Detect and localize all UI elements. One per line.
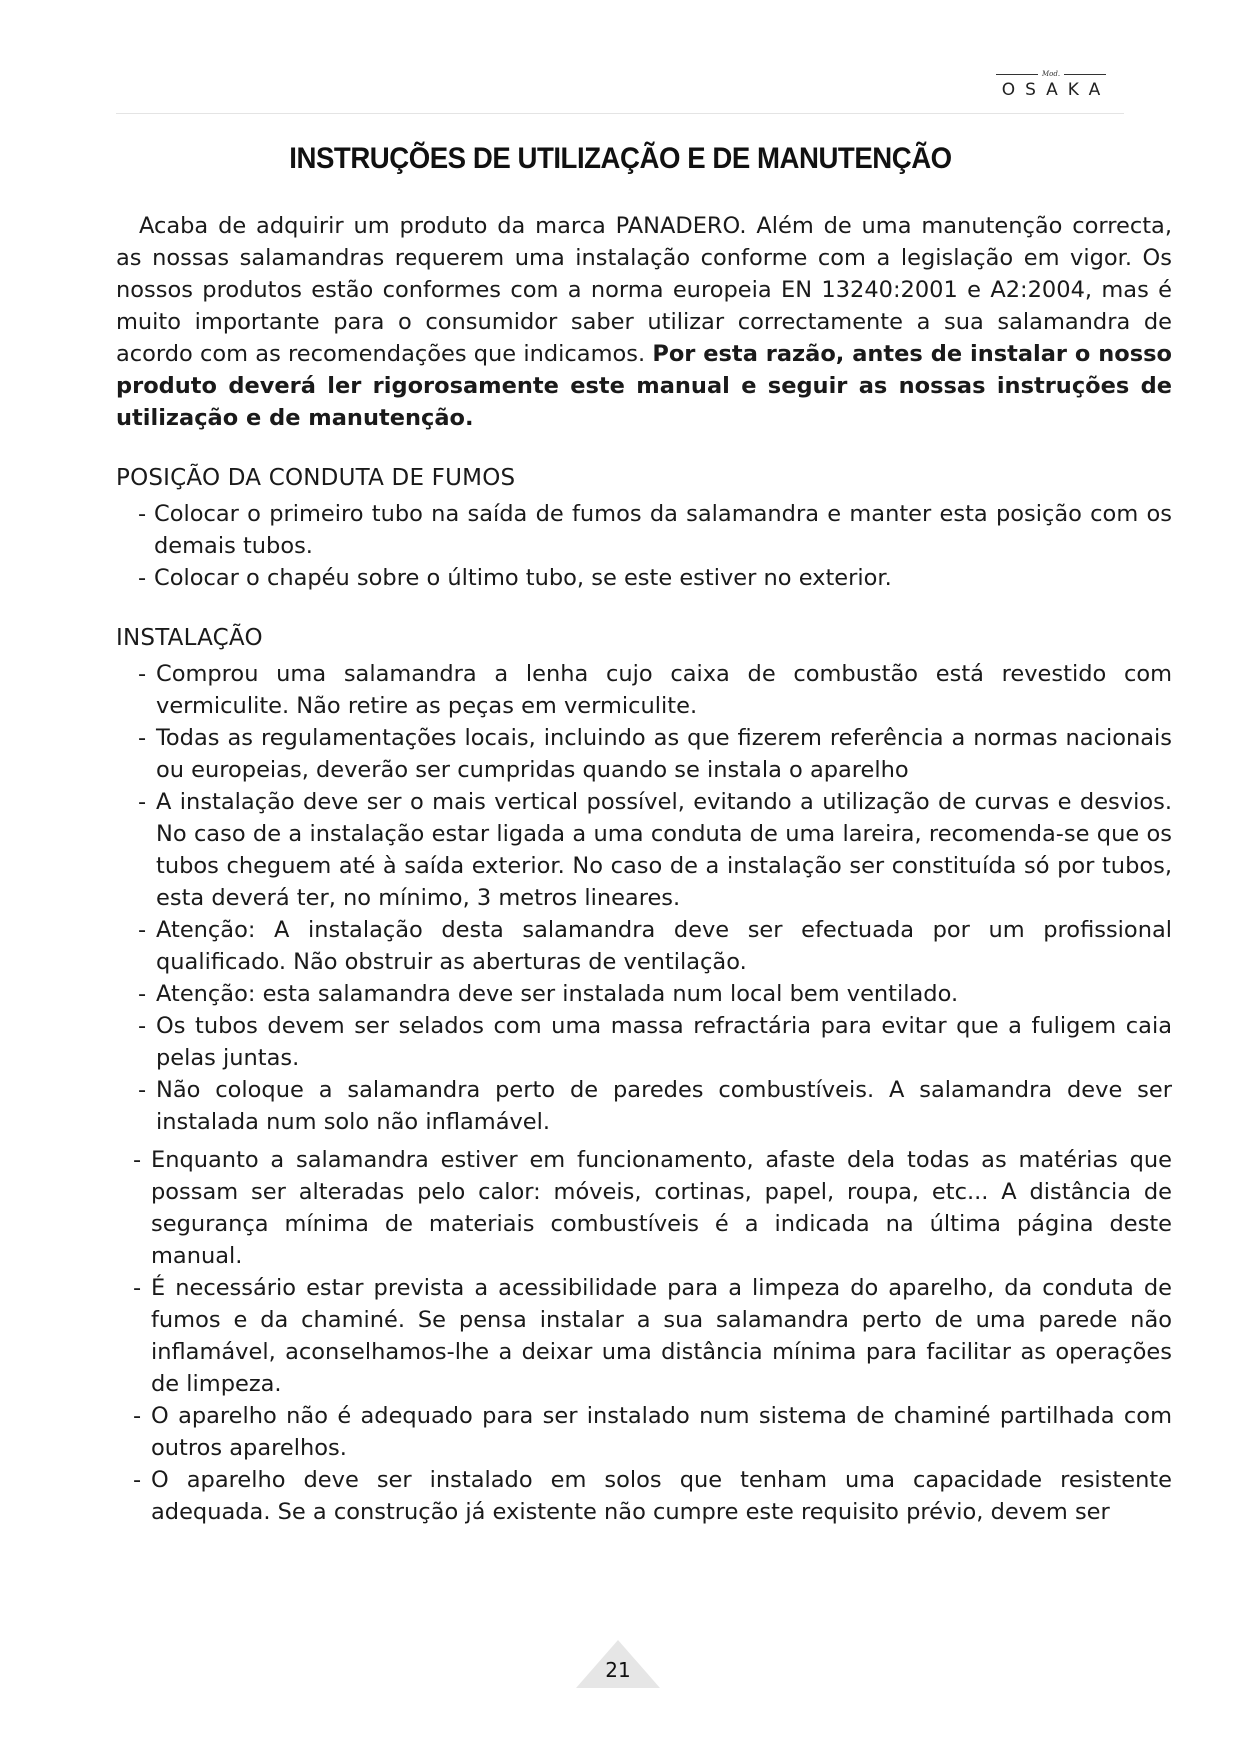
list-marker: - [138,981,147,1007]
list-item: - É necessário estar prevista a acessibilidade para a limpeza do aparelho, da conduta de fumos e da chaminé. Se pensa instalar a sua salamandra perto de uma parede não inflamável, aconselhamos-lhe a deixar uma distância mínima para facilitar as operações de limpeza. [116,1272,1172,1400]
list-item: - O aparelho deve ser instalado em solos que tenham uma capacidade resistente adequada. Se a construção já existente não cumpre este requisito prévio, devem ser [116,1464,1172,1528]
list-marker: - [133,1467,142,1493]
list-marker: - [138,917,147,943]
list-marker: - [138,1077,147,1103]
model-name: OSAKA [1001,80,1111,100]
installation-list-continued [116,1144,1172,1528]
model-badge [990,70,1112,100]
list-marker: - [133,1147,142,1173]
list-marker: - [138,501,147,527]
list-item: - A instalação deve ser o mais vertical possível, evitando a utilização de curvas e desvios. No caso de a instalação estar ligada a uma conduta de uma lareira, recomenda-se que os tubos cheguem até à saída exterior. No caso de a instalação ser constituída só por tubos, esta deverá ter, no mínimo, 3 metros lineares. [116,786,1172,914]
list-item: - Todas as regulamentações locais, incluindo as que fizerem referência a normas nacionais ou europeias, deverão ser cumpridas quando se instala o aparelho [116,722,1172,786]
list-marker: - [138,1013,147,1039]
list-marker: - [138,725,147,751]
installation-list [116,658,1172,1138]
intro-text: Acaba de adquirir um produto da marca PANADERO. Além de uma manutenção correcta, as nossas salamandras requerem uma instalação conforme com a legislação em vigor. Os nossos produtos estão conformes com a norma europeia EN 13240:2001 e A2:2004, mas é muito importante para o consumidor saber utilizar correctamente a sua salamandra de acordo com as recomendações que indicamos. [116,213,1172,367]
section-heading-installation: INSTALAÇÃO [116,625,263,651]
list-item: - Enquanto a salamandra estiver em funcionamento, afaste dela todas as matérias que possam ser alteradas pelo calor: móveis, cortinas, papel, roupa, etc... A distância de segurança mínima de materiais combustíveis é a indicada na última página deste manual. [116,1144,1172,1272]
page-number: 21 [605,1658,631,1682]
mod-label: Mod. [1041,70,1061,78]
list-item: - Colocar o chapéu sobre o último tubo, se este estiver no exterior. [116,562,1172,594]
intro-bold-text: Por esta razão, antes de instalar o nosso produto deverá ler rigorosamente este manual e seguir as nossas instruções de utilização e de manutenção. [116,341,1172,431]
list-marker: - [138,565,147,591]
list-marker: - [133,1275,142,1301]
list-item: - Colocar o primeiro tubo na saída de fumos da salamandra e manter esta posição com os demais tubos. [116,498,1172,562]
list-item: - Os tubos devem ser selados com uma massa refractária para evitar que a fuligem caia pelas juntas. [116,1010,1172,1074]
list-item: - Comprou uma salamandra a lenha cujo caixa de combustão está revestido com vermiculite. Não retire as peças em vermiculite. [116,658,1172,722]
list-item: - Atenção: A instalação desta salamandra deve ser efectuada por um profissional qualificado. Não obstruir as aberturas de ventilação. [116,914,1172,978]
section-heading-flue-position: POSIÇÃO DA CONDUTA DE FUMOS [116,465,516,491]
flue-position-list [116,498,1172,594]
document-body [116,210,1172,1528]
list-marker: - [138,661,147,687]
page-number-badge [576,1640,660,1690]
list-item: - Atenção: esta salamandra deve ser instalada num local bem ventilado. [116,978,1172,1010]
list-item: - O aparelho não é adequado para ser instalado num sistema de chaminé partilhada com outros aparelhos. [116,1400,1172,1464]
divider [996,74,1038,75]
list-marker: - [138,789,147,815]
list-item: - Não coloque a salamandra perto de paredes combustíveis. A salamandra deve ser instalada num solo não inflamável. [116,1074,1172,1138]
page-title: INSTRUÇÕES DE UTILIZAÇÃO E DE MANUTENÇÃO [289,142,952,175]
intro-paragraph [116,210,1172,434]
header-divider [116,113,1124,114]
divider [1064,74,1106,75]
list-marker: - [133,1403,142,1429]
